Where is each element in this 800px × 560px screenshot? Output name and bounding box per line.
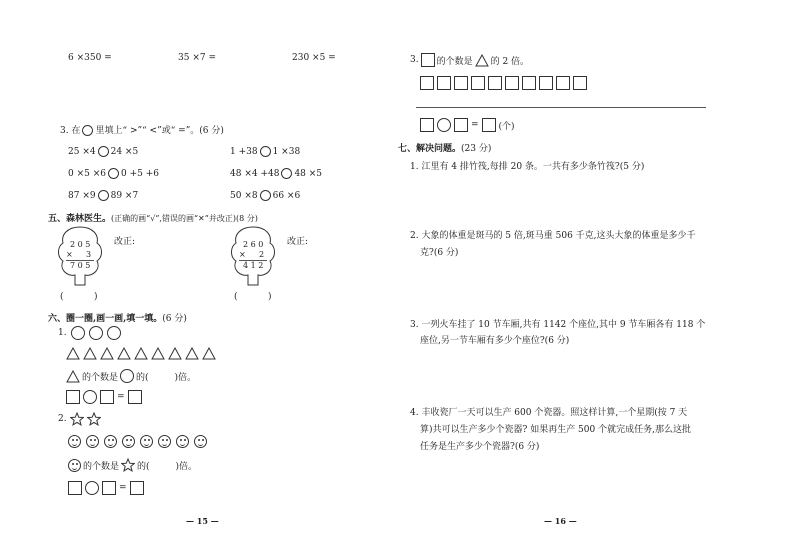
- circle-icon: [85, 481, 99, 495]
- answer-box[interactable]: [68, 481, 82, 495]
- answer-box[interactable]: [66, 390, 80, 404]
- answer-box[interactable]: [128, 390, 142, 404]
- page-number-left: — 15 —: [186, 516, 219, 526]
- compare-circle[interactable]: [98, 190, 109, 201]
- square-icon: [505, 76, 519, 90]
- compare-6: 50 ×8 66 ×6: [230, 191, 301, 201]
- compare-circle[interactable]: [108, 168, 119, 179]
- triangle-icon: [66, 370, 80, 383]
- square-icon: [539, 76, 553, 90]
- answer-paren-close-1: ): [94, 292, 98, 302]
- smiley-icon: [68, 459, 81, 472]
- triangle-icon: [100, 347, 114, 360]
- triangle-icon: [202, 347, 216, 360]
- triangle-icon: [168, 347, 182, 360]
- star-icon: [70, 412, 84, 426]
- triangle-icon: [185, 347, 199, 360]
- r-q3-squares: [420, 76, 587, 90]
- circle-icon: [71, 326, 85, 340]
- calc-3: 230 ×5 =: [292, 53, 336, 63]
- tree-2-op: ×: [239, 250, 246, 259]
- p1-circles: 1.: [58, 326, 121, 340]
- tree-1-top: 2 0 5: [70, 240, 91, 249]
- p1-equation: =: [66, 390, 142, 404]
- triangle-icon: [151, 347, 165, 360]
- r-q3-equation: = (个): [420, 118, 515, 132]
- compare-1: 25 ×4 24 ×5: [68, 147, 139, 157]
- answer-box[interactable]: [454, 118, 468, 132]
- circle-icon: [437, 118, 451, 132]
- problem-2-line-1: 2. 大象的体重是斑马的 5 倍,斑马重 506 千克,这头大象的体重是多少千: [410, 231, 696, 241]
- answer-box[interactable]: [420, 118, 434, 132]
- square-icon: [421, 53, 435, 67]
- answer-paren-open-2: (: [234, 292, 238, 302]
- r-q3-instruction: 3. 的个数是 的 2 倍。: [410, 55, 530, 67]
- p2-equation: =: [68, 481, 144, 495]
- circle-icon: [89, 326, 103, 340]
- answer-paren-open-1: (: [60, 292, 64, 302]
- compare-circle[interactable]: [98, 146, 109, 157]
- section-7-title: 七、解决问题。(23 分): [398, 144, 492, 154]
- triangle-icon: [83, 347, 97, 360]
- star-icon: [87, 412, 101, 426]
- page-number-right: — 16 —: [544, 516, 577, 526]
- tree-1-result: 7 0 5: [70, 261, 91, 270]
- fix-label-1: 改正:: [114, 237, 136, 247]
- triangle-icon: [117, 347, 131, 360]
- square-icon: [454, 76, 468, 90]
- section-6-title: 六、圈一圈,画一画,填一填。(6 分): [48, 314, 187, 324]
- compare-circle[interactable]: [260, 190, 271, 201]
- problem-3-line-2: 座位,另一节车厢有多少个座位?(6 分): [420, 336, 570, 346]
- p1-sentence: 的个数是 的( )倍。: [66, 369, 196, 383]
- answer-box[interactable]: [100, 390, 114, 404]
- p2-smileys: [68, 435, 207, 448]
- problem-4-line-3: 任务是生产多少个瓷器?(6 分): [420, 442, 540, 452]
- section-5-title: 五、森林医生。(正确的画“√”,错误的画“✕”并改正)(8 分): [48, 214, 258, 224]
- problem-3-line-1: 3. 一列火车挂了 10 节车厢,共有 1142 个座位,其中 9 节车厢各有 118 个: [410, 320, 706, 330]
- square-icon: [522, 76, 536, 90]
- smiley-icon: [104, 435, 117, 448]
- smiley-icon: [68, 435, 81, 448]
- square-icon: [437, 76, 451, 90]
- tree-1-mult: 3: [86, 250, 92, 259]
- problem-1: 1. 江里有 4 排竹筏,每排 20 条。一共有多少条竹筏?(5 分): [410, 162, 645, 172]
- circle-icon: [120, 369, 134, 383]
- square-icon: [556, 76, 570, 90]
- smiley-icon: [140, 435, 153, 448]
- problem-4-line-2: 算)共可以生产多少个瓷器? 如果再生产 500 个就完成任务,那么这批: [420, 425, 691, 435]
- star-icon: [121, 458, 135, 472]
- compare-circle[interactable]: [281, 168, 292, 179]
- drawing-line: [416, 107, 706, 108]
- square-icon: [420, 76, 434, 90]
- answer-box[interactable]: [130, 481, 144, 495]
- smiley-icon: [122, 435, 135, 448]
- circle-icon: [82, 125, 93, 136]
- p2-stars: 2.: [58, 412, 101, 426]
- square-icon: [471, 76, 485, 90]
- triangle-icon: [134, 347, 148, 360]
- square-icon: [573, 76, 587, 90]
- q3-instruction: 3. 在 里填上“ >”“ <”或“ =”。(6 分): [60, 126, 224, 136]
- calc-2: 35 ×7 =: [178, 53, 216, 63]
- answer-paren-close-2: ): [268, 292, 272, 302]
- tree-1-icon: [55, 225, 105, 287]
- p2-sentence: 的个数是 的( )倍。: [68, 458, 197, 472]
- compare-2: 1 +38 1 ×38: [230, 147, 301, 157]
- circle-icon: [107, 326, 121, 340]
- triangle-icon: [475, 54, 489, 67]
- tree-2-top: 2 6 0: [243, 240, 264, 249]
- triangle-icon: [66, 347, 80, 360]
- tree-1-op: ×: [66, 250, 73, 259]
- p1-triangles: [66, 347, 216, 360]
- answer-box[interactable]: [482, 118, 496, 132]
- answer-box[interactable]: [102, 481, 116, 495]
- tree-2-result: 4 1 2: [243, 261, 264, 270]
- problem-2-line-2: 克?(6 分): [420, 248, 459, 258]
- smiley-icon: [158, 435, 171, 448]
- smiley-icon: [194, 435, 207, 448]
- compare-circle[interactable]: [260, 146, 271, 157]
- calc-1: 6 ×350 =: [68, 53, 112, 63]
- smiley-icon: [86, 435, 99, 448]
- compare-4: 48 ×4 +48 48 ×5: [230, 169, 323, 179]
- smiley-icon: [176, 435, 189, 448]
- compare-3: 0 ×5 ×6 0 +5 +6: [68, 169, 159, 179]
- square-icon: [488, 76, 502, 90]
- fix-label-2: 改正:: [287, 237, 309, 247]
- tree-2-icon: [228, 225, 278, 287]
- compare-5: 87 ×9 89 ×7: [68, 191, 139, 201]
- tree-2-mult: 2: [259, 250, 265, 259]
- problem-4-line-1: 4. 丰收瓷厂一天可以生产 600 个瓷器。照这样计算,一个星期(按 7 天: [410, 408, 688, 418]
- circle-icon: [83, 390, 97, 404]
